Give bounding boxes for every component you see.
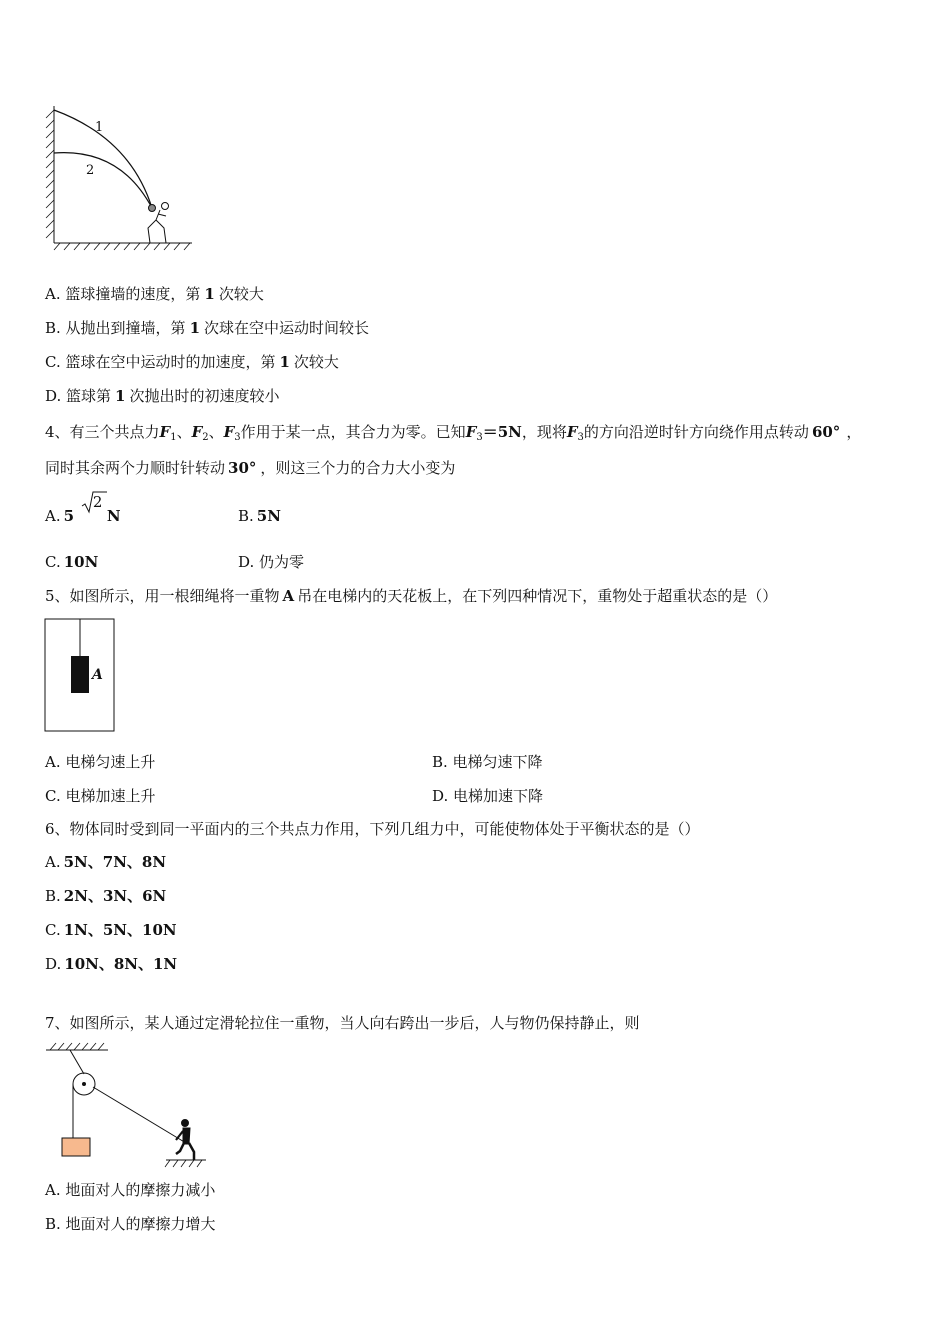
q4-stem-line1: 4、有三个共点力$F_1$、$F_2$、$F_3$作用于某一点，其合力为零。已知$F_3=5N$，现将$F_3$的方向沿逆时针方向绕作用点转动 60° ，: [45, 423, 862, 443]
q3-option-b[interactable]: B. 从抛出到撞墙，第 1 次球在空中运动时间较长: [45, 319, 370, 337]
curve-label-2: 2: [86, 163, 95, 178]
q6-stem: 6、物体同时受到同一平面内的三个共点力作用，下列几组力中，可能使物体处于平衡状态的是（）: [45, 820, 700, 838]
q4-option-b[interactable]: B. 5N: [238, 507, 281, 525]
weight-label: A: [92, 667, 103, 683]
hanging-weight: [62, 1138, 90, 1156]
q6-option-c[interactable]: C. 1N、5N、10N: [45, 921, 177, 939]
q5-stem: 5、如图所示，用一根细绳将一重物 A 吊在电梯内的天花板上，在下列四种情况下，重物处于超重状态的是（）: [45, 587, 778, 605]
q4-option-c[interactable]: C. 10N: [45, 553, 99, 571]
q7-stem: 7、如图所示，某人通过定滑轮拉住一重物，当人向右跨出一步后，人与物仍保持静止，则: [45, 1014, 640, 1032]
curve-label-1: 1: [95, 120, 104, 135]
q6-option-a[interactable]: A. 5N、7N、8N: [45, 853, 167, 871]
q4-option-a[interactable]: A. 5 2 N: [45, 493, 121, 525]
q3-option-c[interactable]: C. 篮球在空中运动时的加速度，第 1 次较大: [45, 353, 339, 371]
q3-option-d[interactable]: D. 篮球第 1 次抛出时的初速度较小: [45, 387, 280, 405]
sqrt-symbol: 2: [79, 506, 107, 526]
basketball-wall-figure: [40, 98, 200, 253]
q4-option-d[interactable]: D. 仍为零: [238, 553, 305, 571]
q4-stem-line2: 同时其余两个力顺时针转动 30° ，则这三个力的合力大小变为: [45, 459, 456, 477]
q7-option-a[interactable]: A. 地面对人的摩擦力减小: [45, 1181, 216, 1199]
q5-option-c[interactable]: C. 电梯加速上升: [45, 787, 156, 805]
q5-option-b[interactable]: B. 电梯匀速下降: [432, 753, 543, 771]
q5-option-d[interactable]: D. 电梯加速下降: [432, 787, 544, 805]
person-figure: [176, 1120, 194, 1161]
weight-block: [71, 656, 89, 693]
q3-option-a[interactable]: A. 篮球撞墙的速度，第 1 次较大: [45, 285, 264, 303]
pulley-figure: [44, 1040, 214, 1170]
q5-option-a[interactable]: A. 电梯匀速上升: [45, 753, 156, 771]
q6-option-d[interactable]: D. 10N、8N、1N: [45, 955, 178, 973]
elevator-figure: [44, 618, 116, 734]
trajectory-2: [54, 153, 152, 208]
q6-option-b[interactable]: B. 2N、3N、6N: [45, 887, 167, 905]
q7-option-b[interactable]: B. 地面对人的摩擦力增大: [45, 1215, 216, 1233]
